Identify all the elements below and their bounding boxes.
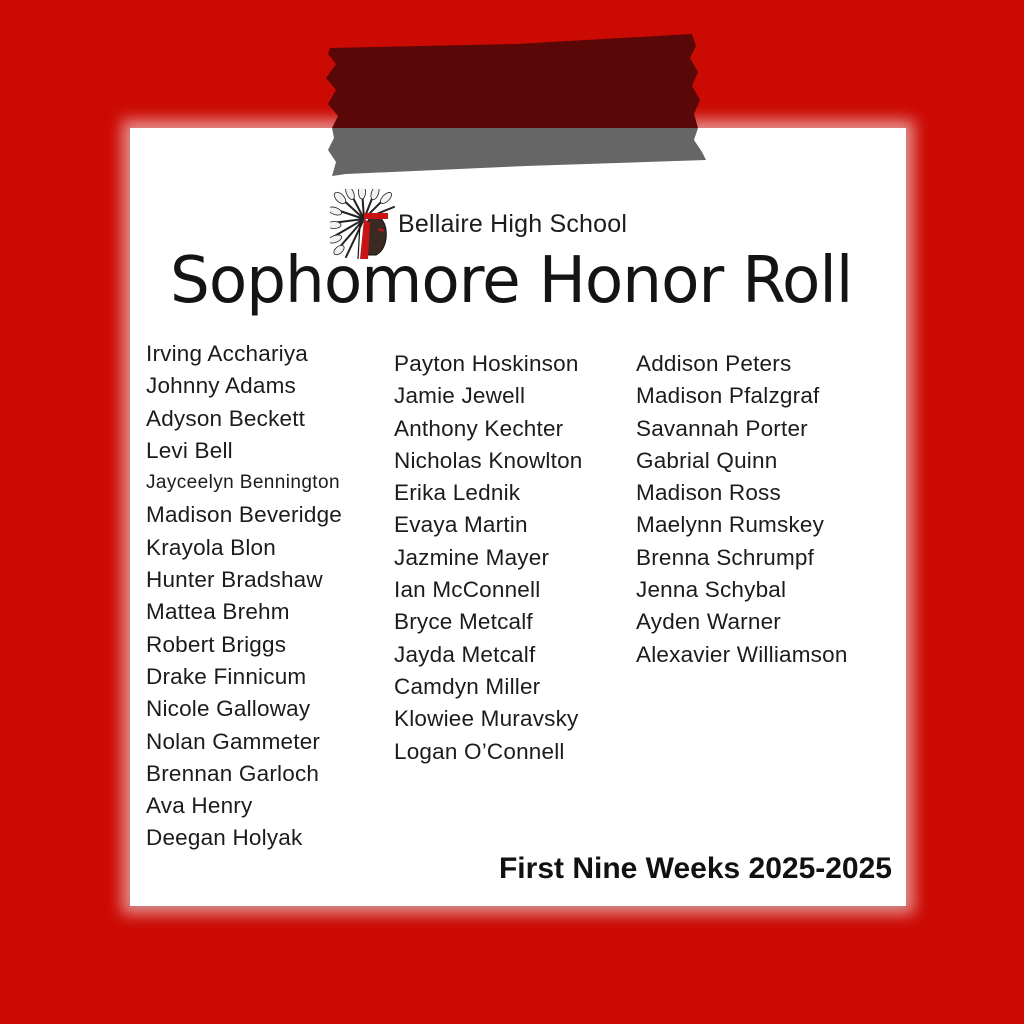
student-name: Alexavier Williamson	[636, 641, 848, 667]
student-name: Ian McConnell	[394, 577, 541, 603]
student-name: Madison Beveridge	[146, 502, 343, 528]
student-name: Addison Peters	[636, 351, 792, 376]
student-name: Drake Finnicum	[146, 663, 307, 689]
student-name: Payton Hoskinson	[394, 351, 579, 376]
student-name: Madison Ross	[636, 480, 781, 506]
student-name: Johnny Adams	[146, 373, 296, 399]
student-name: Jayceelyn Bennington	[146, 472, 340, 494]
student-name: Maelynn Rumskey	[636, 512, 825, 538]
student-name: Ayden Warner	[636, 609, 781, 635]
student-name: Irving Acchariya	[146, 341, 309, 366]
student-name: Evaya Martin	[394, 512, 528, 538]
tape-bottom-band	[328, 128, 706, 176]
student-name: Nolan Gammeter	[146, 728, 321, 754]
names-column-2	[394, 348, 583, 768]
student-name: Krayola Blon	[146, 534, 276, 560]
student-name: Ava Henry	[146, 793, 253, 819]
student-name: Jazmine Mayer	[394, 544, 550, 570]
term-label: First Nine Weeks 2025-2025	[498, 852, 892, 885]
student-name: Brenna Schrumpf	[636, 544, 815, 570]
student-name: Mattea Brehm	[146, 599, 290, 625]
tape-strip	[326, 32, 712, 178]
student-name: Brennan Garloch	[146, 760, 320, 786]
student-name: Camdyn Miller	[394, 673, 541, 699]
student-name: Jenna Schybal	[636, 577, 787, 603]
names-column-1	[146, 338, 342, 855]
student-name: Hunter Bradshaw	[146, 567, 323, 593]
student-name: Levi Bell	[146, 437, 233, 463]
student-name: Erika Lednik	[394, 480, 521, 506]
page-title: Sophomore Honor Roll	[170, 244, 853, 318]
student-name: Madison Pfalzgraf	[636, 383, 820, 409]
student-name: Logan O’Connell	[394, 738, 565, 764]
names-column-3	[636, 348, 848, 671]
tape-top-band	[326, 34, 700, 128]
student-name: Klowiee Muravsky	[394, 706, 579, 732]
student-name: Nicholas Knowlton	[394, 447, 583, 473]
student-name: Robert Briggs	[146, 631, 287, 657]
student-name: Anthony Kechter	[394, 415, 564, 441]
student-name: Deegan Holyak	[146, 825, 303, 851]
student-name: Nicole Galloway	[146, 696, 311, 722]
student-name: Savannah Porter	[636, 415, 808, 441]
school-name: Bellaire High School	[398, 210, 628, 238]
student-name: Gabrial Quinn	[636, 447, 778, 473]
student-name: Adyson Beckett	[146, 405, 306, 431]
student-name: Jayda Metcalf	[394, 641, 536, 667]
student-name: Jamie Jewell	[394, 383, 526, 409]
student-name: Bryce Metcalf	[394, 609, 533, 635]
